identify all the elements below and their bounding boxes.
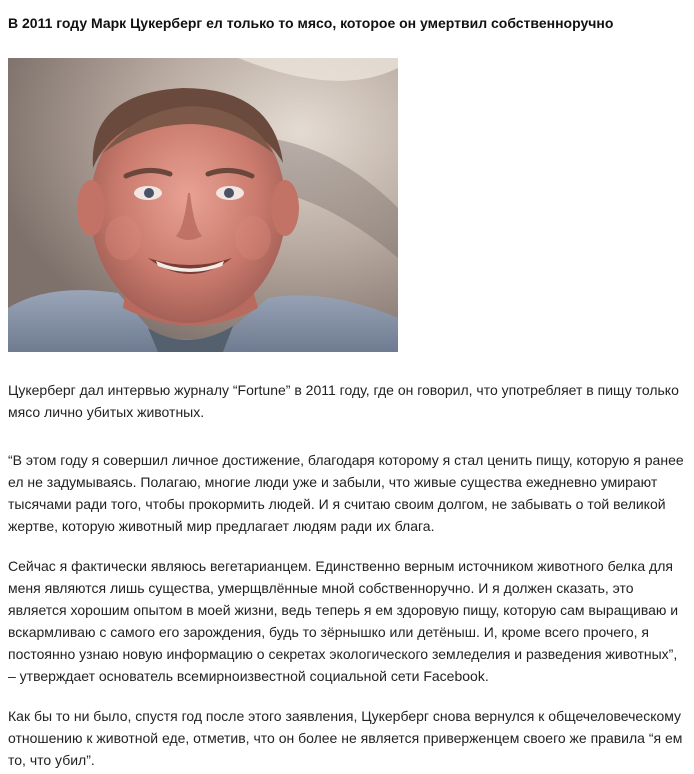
paragraph-quote-1: “В этом году я совершил личное достижение, благодаря которому я стал ценить пищу, которую я ранее ел не задумываясь. Полагаю, многие люди уже и забыли, что живые существа ежедневно умирают тысячами ради того, чтобы прокормить людей. И я считаю своим долгом, не забывать о той великой жертве, которую животный мир предлагает людям ради их блага. [8,452,684,534]
portrait-photo [8,58,398,352]
paragraph-quote-2: Сейчас я фактически являюсь вегетарианцем. Единственно верным источником животного белка для меня являются лишь существа, умерщвлённые мной собственноручно. И я должен сказать, это является хорошим опытом в моей жизни, ведь теперь я ем здоровую пищу, которую сам выращиваю и вскармливаю с самого его зарождения, будь то зёрнышко или детёныш. И, кроме всего прочего, я постоянно узнаю новую информацию о секретах экологического земледелия и разведения животных”, – утверждает основатель всемирноизвестной социальной сети Facebook. [8,558,679,684]
article-title: В 2011 году Марк Цукерберг ел только то мясо, которое он умертвил собственноручно [8,15,614,31]
portrait-photo-drawing [8,58,398,352]
paragraph-conclusion: Как бы то ни было, спустя год после этого заявления, Цукерберг снова вернулся к общечеловеческому отношению к животной еде, отметив, что он более не является приверженцем своего же правила “я ем то, что убил”. [8,708,683,768]
paragraph-intro: Цукерберг дал интервью журналу “Fortune” в 2011 году, где он говорил, что употребляет в пищу только мясо лично убитых животных. [8,382,679,420]
